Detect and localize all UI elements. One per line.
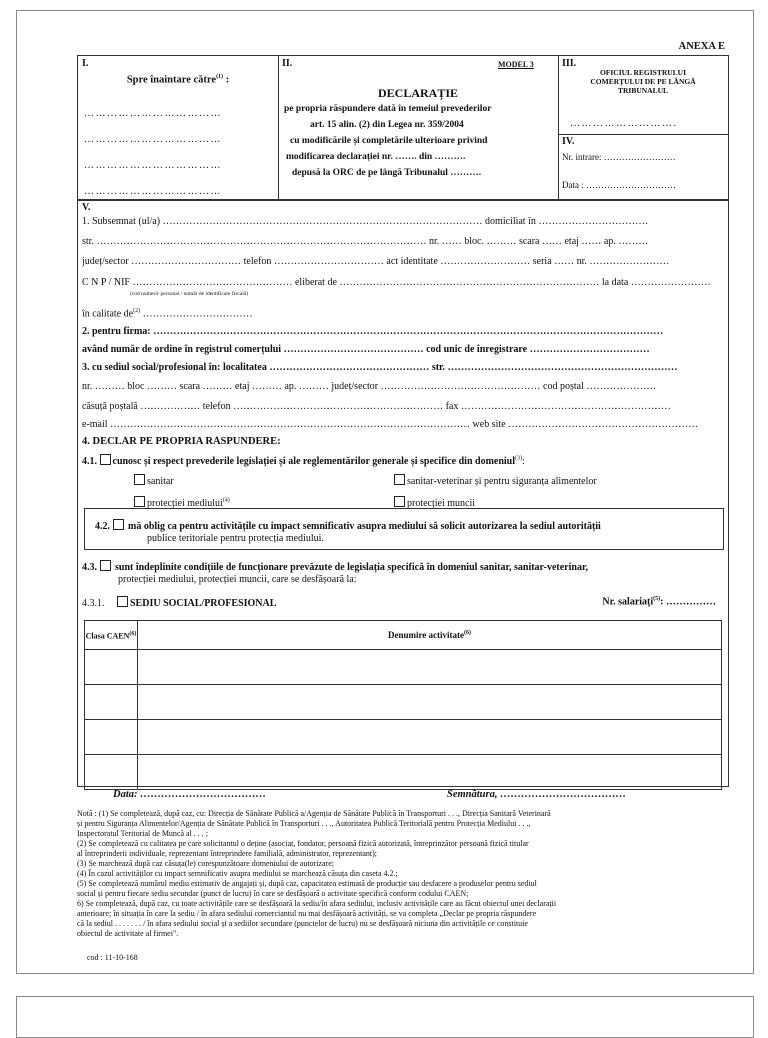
forward-to-line-3[interactable]: ……………………………… [84,160,222,171]
point-4-3: 4.3. sunt îndeplinite condițiile de funcționare prevăzute de legislația specifică în domeniul sanitar, sanitar-veterinar, [82,562,588,573]
caen-cell[interactable] [85,755,138,790]
declaration-title: DECLARAȚIE [377,86,458,100]
address-line[interactable]: str. ……………………………………………………………………………………… nr. …… bloc. ……… scara …… etaj …… ap. ……… [82,236,649,247]
declaration-line-2: art. 15 alin. (2) din Legea nr. 359/2004 [310,120,464,130]
activity-cell[interactable] [138,685,722,720]
table-row[interactable] [85,720,722,755]
forward-to-label: Spre înaintare către$^{(1)}$ : [126,74,230,86]
note-line: obiectul de activitate al firmei". [77,929,179,938]
section-5-box [77,199,729,787]
header-box [77,55,729,201]
annex-label: ANEXA E [678,41,725,52]
next-page-edge [16,996,754,1038]
form-code: cod : 11-10-168 [87,953,138,962]
forward-to-line-1[interactable]: ……………………………… [84,108,222,119]
date-signature-field[interactable]: Data: ……………………………… [113,789,267,800]
activity-cell[interactable] [138,720,722,755]
caen-column-header: Clasa CAEN$^{(6)}$ [85,621,138,650]
point-4-3-1: 4.3.1. SEDIU SOCIAL/PROFESIONAL [82,598,277,609]
activity-cell[interactable] [138,755,722,790]
option-mediu[interactable]: protecției mediului$^{(4)}$ [134,496,384,509]
note-line: 6) Se completează, după caz, cu toate activitățile care se desfășoară la sediu/în afara sediului, inclusiv activitățile care au făcut obiectul unei declarații [77,899,557,908]
note-line: anterioare; în situația în care la sediu / în afara sediului comerciantul nu mai desfășoară activități, se va completa „Declar pe propria răspundere [77,909,537,918]
point-4-2-checkbox[interactable] [113,519,124,530]
option-sanitar[interactable]: sanitar [134,474,434,487]
declaration-line-3: cu modificările și completările ulterioare privind [290,136,488,146]
forward-to-line-2[interactable]: ……………………………… [84,134,222,145]
cnp-line[interactable]: C N P / NIF ………………………………………… eliberat de …………………………………………………………………… la data …………………… [82,277,711,288]
point-4-1-checkbox[interactable] [100,454,111,465]
sanitar-veterinar-checkbox[interactable] [394,474,405,485]
note-line: Inspectoratul Teritorial de Muncă al . . . ; [77,829,209,838]
activity-cell[interactable] [138,650,722,685]
note-line: (5) Se completează numărul mediu estimativ de angajați și, după caz, capacitatea estimată de producție sau desfacere a produselor pentru sediul [77,879,537,888]
entry-number-field[interactable]: Nr. intrare: …………………… [562,152,676,162]
table-row[interactable] [85,755,722,790]
point-4-3-cont: protecției mediului, protecției muncii, care se desfășoară la: [118,574,357,585]
note-line: (3) Se marchează după caz căsuța(le) corespunzătoare domeniului de autorizare; [77,859,334,868]
section-3-number: III. [562,58,577,69]
point-4-2-box [84,508,724,550]
caen-cell[interactable] [85,720,138,755]
undersigned-line[interactable]: 1. Subsemnat (ul/a) …………………………………………………………………………………… domiciliat în …………………………… [82,216,649,227]
note-line: social și pentru fiecare sediu secundar (punct de lucru) în care se desfășoară o activitate specifică conform codului CAEN; [77,889,469,898]
sediu-checkbox[interactable] [117,596,128,607]
registered-office-line[interactable]: 3. cu sediul social/profesional în: localitatea ………………………………………… str. …………………………………………………………… [82,362,678,373]
signature-field[interactable]: Semnătura, ……………………………… [447,789,627,800]
model-label: MODEL 3 [498,60,534,69]
note-line: al întreprinderii individuale, reprezentant întreprindere familială, administrator, reprezentant); [77,849,377,858]
entry-date-field[interactable]: Data : ………………………… [562,180,676,190]
section-2-number: II. [282,58,293,69]
declaration-line-1: pe propria răspundere dată în temeiul prevederilor [284,104,492,114]
sanitar-checkbox[interactable] [134,474,145,485]
forward-to-line-4[interactable]: ……………………………… [84,186,222,197]
caen-cell[interactable] [85,650,138,685]
point-4-1: 4.1. cunosc și respect prevederile legislației și ale reglementărilor generale și specifice din domeniul$^{(3)}$: [82,455,525,467]
mediu-checkbox[interactable] [134,496,145,507]
point-4-3-checkbox[interactable] [100,560,111,571]
option-munca[interactable]: protecției muncii [394,496,724,509]
cnp-note: (cod numeric personal / număr de identificare fiscală) [130,291,249,297]
email-website-line[interactable]: e-mail ……………………………………………………………………………………………… web site ………………………………………………… [82,419,699,430]
note-line: și pentru Siguranța Alimentelor/Agenția de Sănătate Publică în Transporturi . . ., Autoritatea Publică Teritorială pentru Protecția Mediului . . ., [77,819,531,828]
declaration-line-4: modificarea declarației nr. ……. din ………. [286,152,466,162]
note-line: Notă : (1) Se completează, după caz, cu: Direcția de Sănătate Publică a/Agenția de Sănătate Publică în Transporturi . . ., Direcția Sanitară Veterinară [77,809,551,818]
county-phone-id-line[interactable]: județ/sector …………………………… telefon …………………………… act identitate ……………………… seria …… nr. …………………… [82,256,670,267]
table-header-row [85,621,722,650]
table-row[interactable] [85,650,722,685]
declaration-heading: 4. DECLAR PE PROPRIA RĂSPUNDERE: [82,436,281,447]
registry-office-label: OFICIUL REGISTRULUI COMERȚULUI DE PE LÂNGĂ TRIBUNALUL [590,68,696,95]
point-4-2-cont: publice teritoriale pentru protecția mediului. [147,533,324,544]
caen-cell[interactable] [85,685,138,720]
note-line: că la sediul . . . . . . . / în afara sediului social și a sediilor secundare (punctelor de lucru) nu se desfășoară niciuna din activitățile ce constituie [77,919,528,928]
capacity-line[interactable]: în calitate $de^{(2)}$ …………………………… [82,308,253,320]
point-4-2: 4.2. mă oblig ca pentru activitățile cu impact semnificativ asupra mediului să solicit autorizarea la sediul autorității [95,521,601,532]
employees-field[interactable]: Nr. salariați$^{(5)}$: …………… [602,596,716,608]
note-line: (2) Se completează cu calitatea pe care solicitantul o deține (asociat, fondator, persoană fizică autorizată, întreprinzător persoană fizică titular [77,839,529,848]
activity-column-header: Denumire activitate$^{(6)}$ [138,621,722,650]
tribunal-field[interactable]: ………………………. [570,118,678,129]
postbox-phone-fax-line[interactable]: căsuță poștală ……………… telefon ……………………………………………………… fax ……………………………………………………… [82,401,671,412]
form-page [16,10,754,974]
registry-number-line[interactable]: având număr de ordine în registrul comerțului …………………………………… cod unic de înregistrare ……………………………… [82,344,650,355]
section-5-number: V. [82,202,91,213]
office-address-line[interactable]: nr. ……… bloc ……… scara ……… etaj ……… ap. ……… județ/sector ………………………………………… cod poștal ………………… [82,381,657,392]
firm-line[interactable]: 2. pentru firma: ……………………………………………………………………………………………………………………………………… [82,326,664,337]
declaration-line-5: depusă la ORC de pe lângă Tribunalul ………. [292,168,482,178]
note-line: (4) În cazul activităților cu impact semnificativ asupra mediului se marchează căsuța din caseta 4.2.; [77,869,398,878]
section-1-number: I. [82,58,89,69]
section-4-number: IV. [562,136,575,147]
notes-block [77,809,727,939]
activities-table [84,620,722,790]
option-sanitar-veterinar[interactable]: sanitar-veterinar și pentru siguranța alimentelor [394,474,724,487]
munca-checkbox[interactable] [394,496,405,507]
table-row[interactable] [85,685,722,720]
